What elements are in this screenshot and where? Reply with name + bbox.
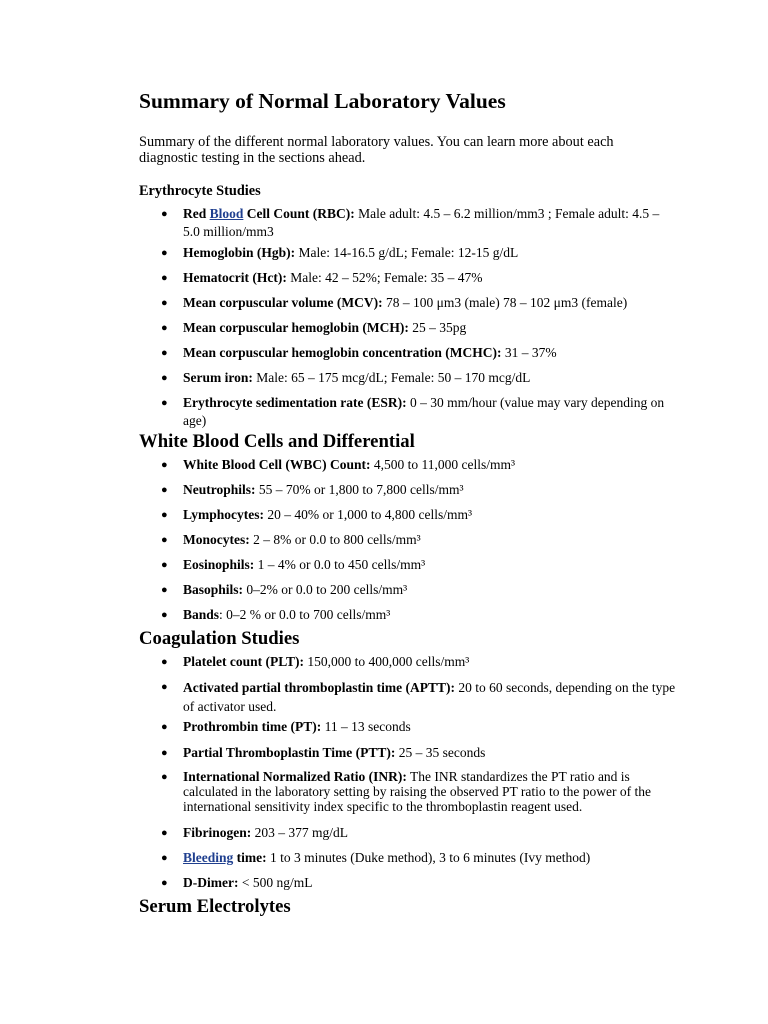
item-value: 1 to 3 minutes (Duke method), 3 to 6 minutes (Ivy method) <box>266 850 591 865</box>
bullet-icon: ● <box>161 747 168 759</box>
item-value: 25 – 35pg <box>408 320 467 335</box>
list-item-hgb <box>139 244 679 262</box>
item-label: Red Blood Cell Count (RBC): <box>183 206 355 221</box>
erythrocyte-heading: Erythrocyte Studies <box>139 183 261 199</box>
list-item-mch <box>139 319 679 337</box>
bullet-icon: ● <box>161 609 168 621</box>
list-item-mchc <box>139 344 679 362</box>
item-value: 55 – 70% or 1,800 to 7,800 cells/mm³ <box>255 482 464 497</box>
item-label: Basophils: <box>183 582 244 597</box>
list-item-monocytes <box>139 531 679 549</box>
item-label: Serum iron: <box>183 370 253 385</box>
bullet-icon: ● <box>161 272 168 284</box>
item-value: Male: 42 – 52%; Female: 35 – 47% <box>286 270 483 285</box>
item-label: D-Dimer: <box>183 875 239 890</box>
list-item-serum-iron <box>139 369 679 387</box>
page-title: Summary of Normal Laboratory Values <box>139 89 506 113</box>
bullet-icon: ● <box>161 509 168 521</box>
item-value: 150,000 to 400,000 cells/mm³ <box>303 654 470 669</box>
intro-paragraph: Summary of the different normal laboratory values. You can learn more about each diagnostic testing in the sections ahead. <box>139 134 614 166</box>
item-label: Monocytes: <box>183 532 250 547</box>
bullet-icon: ● <box>161 584 168 596</box>
item-label: Bleeding time: <box>183 850 267 865</box>
item-value: The INR standardizes the PT ratio and is calculated in the laboratory setting by raising the observed PT ratio to the power of the international sensitivity index specific to the thromboplastin reagent used. <box>183 769 651 814</box>
bullet-icon: ● <box>161 347 168 359</box>
list-item-esr <box>139 394 679 430</box>
item-value: 11 – 13 seconds <box>321 719 411 734</box>
item-label: Hematocrit (Hct): <box>183 270 287 285</box>
list-item-hct <box>139 269 679 287</box>
item-label: Neutrophils: <box>183 482 256 497</box>
item-value: 78 – 100 μm3 (male) 78 – 102 μm3 (female) <box>382 295 628 310</box>
item-label: Mean corpuscular hemoglobin concentration (MCHC): <box>183 345 502 360</box>
item-value: 20 to 60 seconds, depending on the type of activator used. <box>183 680 676 714</box>
list-item-inr <box>139 768 679 814</box>
bullet-icon: ● <box>161 297 168 309</box>
electrolytes-heading: Serum Electrolytes <box>139 896 291 917</box>
list-item-lymphocytes <box>139 506 679 524</box>
list-item-neutrophils <box>139 481 679 499</box>
item-value: : 0–2 % or 0.0 to 700 cells/mm³ <box>219 607 391 622</box>
list-item-bands <box>139 606 679 624</box>
item-label: Platelet count (PLT): <box>183 654 304 669</box>
list-item-basophils <box>139 581 679 599</box>
bullet-icon: ● <box>161 721 168 733</box>
item-label: Activated partial thromboplastin time (APTT): <box>183 680 455 695</box>
item-label: White Blood Cell (WBC) Count: <box>183 457 371 472</box>
bullet-icon: ● <box>161 852 168 864</box>
item-value: 0 – 30 mm/hour (value may vary depending on age) <box>183 395 665 428</box>
item-label: Partial Thromboplastin Time (PTT): <box>183 745 396 760</box>
item-label: Hemoglobin (Hgb): <box>183 245 296 260</box>
item-value: 2 – 8% or 0.0 to 800 cells/mm³ <box>249 532 421 547</box>
item-label: Mean corpuscular hemoglobin (MCH): <box>183 320 409 335</box>
bullet-icon: ● <box>161 656 168 668</box>
item-value: Male adult: 4.5 – 6.2 million/mm3 ; Female adult: 4.5 – 5.0 million/mm3 <box>183 206 660 239</box>
item-value: 0–2% or 0.0 to 200 cells/mm³ <box>243 582 408 597</box>
bullet-icon: ● <box>161 484 168 496</box>
item-label: Prothrombin time (PT): <box>183 719 322 734</box>
list-item-aptt <box>139 678 679 716</box>
list-item-mcv <box>139 294 679 312</box>
item-value: Male: 14-16.5 g/dL; Female: 12-15 g/dL <box>295 245 519 260</box>
item-label: International Normalized Ratio (INR): <box>183 769 407 784</box>
coagulation-heading: Coagulation Studies <box>139 628 300 649</box>
item-value: 203 – 377 mg/dL <box>251 825 349 840</box>
item-value: 25 – 35 seconds <box>395 745 486 760</box>
bullet-icon: ● <box>161 322 168 334</box>
bullet-icon: ● <box>161 559 168 571</box>
item-label: Eosinophils: <box>183 557 255 572</box>
bullet-icon: ● <box>161 208 168 220</box>
list-item-wbc-count <box>139 456 679 474</box>
item-value: 4,500 to 11,000 cells/mm³ <box>370 457 516 472</box>
list-item-fibrinogen <box>139 824 679 842</box>
item-label: Mean corpuscular volume (MCV): <box>183 295 383 310</box>
bullet-icon: ● <box>161 459 168 471</box>
list-item-ptt <box>139 744 679 762</box>
bullet-icon: ● <box>161 534 168 546</box>
list-item-bleeding-time <box>139 849 679 867</box>
wbc-heading: White Blood Cells and Differential <box>139 431 415 452</box>
list-item-eosinophils <box>139 556 679 574</box>
item-value: 1 – 4% or 0.0 to 450 cells/mm³ <box>254 557 426 572</box>
list-item-pt <box>139 718 679 736</box>
item-label: Erythrocyte sedimentation rate (ESR): <box>183 395 407 410</box>
bleeding-link[interactable]: Bleeding <box>183 850 234 865</box>
blood-link[interactable]: Blood <box>209 206 244 221</box>
item-label: Lymphocytes: <box>183 507 264 522</box>
list-item-platelet-count <box>139 653 679 671</box>
item-label: Fibrinogen: <box>183 825 252 840</box>
bullet-icon: ● <box>161 771 168 783</box>
bullet-icon: ● <box>161 372 168 384</box>
bullet-icon: ● <box>161 247 168 259</box>
item-value: Male: 65 – 175 mcg/dL; Female: 50 – 170 mcg/dL <box>252 370 531 385</box>
bullet-icon: ● <box>161 877 168 889</box>
item-value: 31 – 37% <box>501 345 557 360</box>
list-item-rbc <box>139 205 679 241</box>
item-value: 20 – 40% or 1,000 to 4,800 cells/mm³ <box>264 507 473 522</box>
item-value: < 500 ng/mL <box>238 875 313 890</box>
item-label: Bands <box>183 607 220 622</box>
list-item-d-dimer <box>139 874 679 892</box>
bullet-icon: ● <box>161 681 168 693</box>
bullet-icon: ● <box>161 397 168 409</box>
bullet-icon: ● <box>161 827 168 839</box>
